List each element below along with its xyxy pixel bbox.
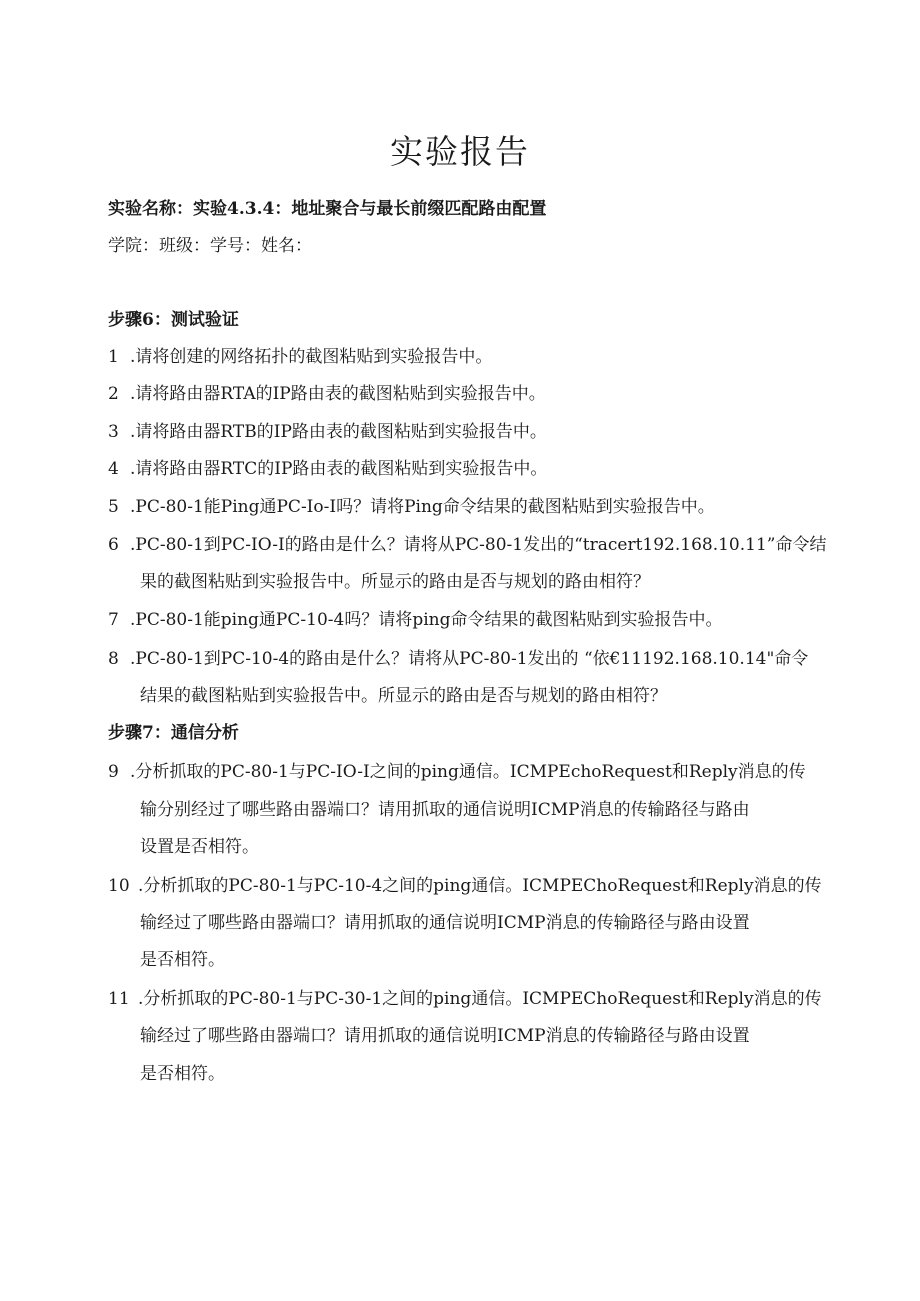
item-number: 3: [108, 422, 119, 442]
experiment-name: 实验名称：实验4.3.4：地址聚合与最长前缀匹配路由配置: [108, 199, 547, 219]
item-text: .PC-80-1能Ping通PC-Io-I吗？请将Ping命令结果的截图粘贴到实验报告中。: [130, 497, 715, 517]
item-continuation: 是否相符。: [140, 950, 225, 970]
item-number: 6: [108, 535, 119, 555]
item-text: .PC-80-1到PC-10-4的路由是什么？请将从PC-80-1发出的 “依€11192.168.10.14"命令: [130, 649, 809, 669]
item-text: .分析抓取的PC-80-1与PC-30-1之间的ping通信。ICMPEChoRequest和Reply消息的传: [138, 989, 822, 1009]
item-number: 7: [108, 610, 119, 630]
list-item: [108, 987, 822, 1011]
list-item: [108, 420, 547, 444]
item-text: .请将路由器RTA的IP路由表的截图粘贴到实验报告中。: [130, 384, 546, 404]
item-number: 4: [108, 459, 119, 479]
item-continuation: 输经过了哪些路由器端口？请用抓取的通信说明ICMP消息的传输路径与路由设置: [140, 1026, 750, 1046]
item-continuation: 设置是否相符。: [140, 837, 259, 857]
list-item: [108, 495, 715, 519]
item-text: .分析抓取的PC-80-1与PC-IO-I之间的ping通信。ICMPEchoRequest和Reply消息的传: [130, 762, 806, 782]
list-item: [108, 533, 826, 557]
list-item: [108, 760, 806, 784]
list-item: [108, 457, 547, 481]
list-item: [108, 647, 808, 671]
item-continuation: 结果的截图粘贴到实验报告中。所显示的路由是否与规划的路由相符？: [140, 686, 667, 706]
document-title: 实验报告: [390, 132, 530, 171]
item-text: .PC-80-1能ping通PC-10-4吗？请将ping命令结果的截图粘贴到实验报告中。: [130, 610, 723, 630]
list-item: [108, 345, 492, 369]
list-item: [108, 608, 722, 632]
item-continuation: 是否相符。: [140, 1064, 225, 1084]
item-text: .请将路由器RTC的IP路由表的截图粘贴到实验报告中。: [130, 459, 548, 479]
item-number: 5: [108, 497, 119, 517]
item-continuation: 输经过了哪些路由器端口？请用抓取的通信说明ICMP消息的传输路径与路由设置: [140, 913, 750, 933]
item-number: 8: [108, 649, 119, 669]
item-number: 1: [108, 347, 119, 367]
item-continuation: 输分别经过了哪些路由器端口？请用抓取的通信说明ICMP消息的传输路径与路由: [140, 800, 750, 820]
item-continuation: 果的截图粘贴到实验报告中。所显示的路由是否与规划的路由相符？: [140, 572, 650, 592]
item-number: 9: [108, 762, 119, 782]
list-item: [108, 874, 822, 898]
item-text: .请将创建的网络拓扑的截图粘贴到实验报告中。: [130, 347, 493, 367]
student-info-line: 学院：班级：学号：姓名：: [108, 236, 312, 256]
item-number: 2: [108, 384, 119, 404]
step6-heading: 步骤6：测试验证: [108, 310, 239, 330]
item-text: .PC-80-1到PC-IO-I的路由是什么？请将从PC-80-1发出的“tracert192.168.10.11”命令结: [130, 535, 827, 555]
item-number: 11: [108, 989, 130, 1009]
step7-heading: 步骤7：通信分析: [108, 723, 239, 743]
item-number: 10: [108, 876, 130, 896]
list-item: [108, 382, 546, 406]
item-text: .请将路由器RTB的IP路由表的截图粘贴到实验报告中。: [130, 422, 547, 442]
item-text: .分析抓取的PC-80-1与PC-10-4之间的ping通信。ICMPEChoRequest和Reply消息的传: [138, 876, 822, 896]
